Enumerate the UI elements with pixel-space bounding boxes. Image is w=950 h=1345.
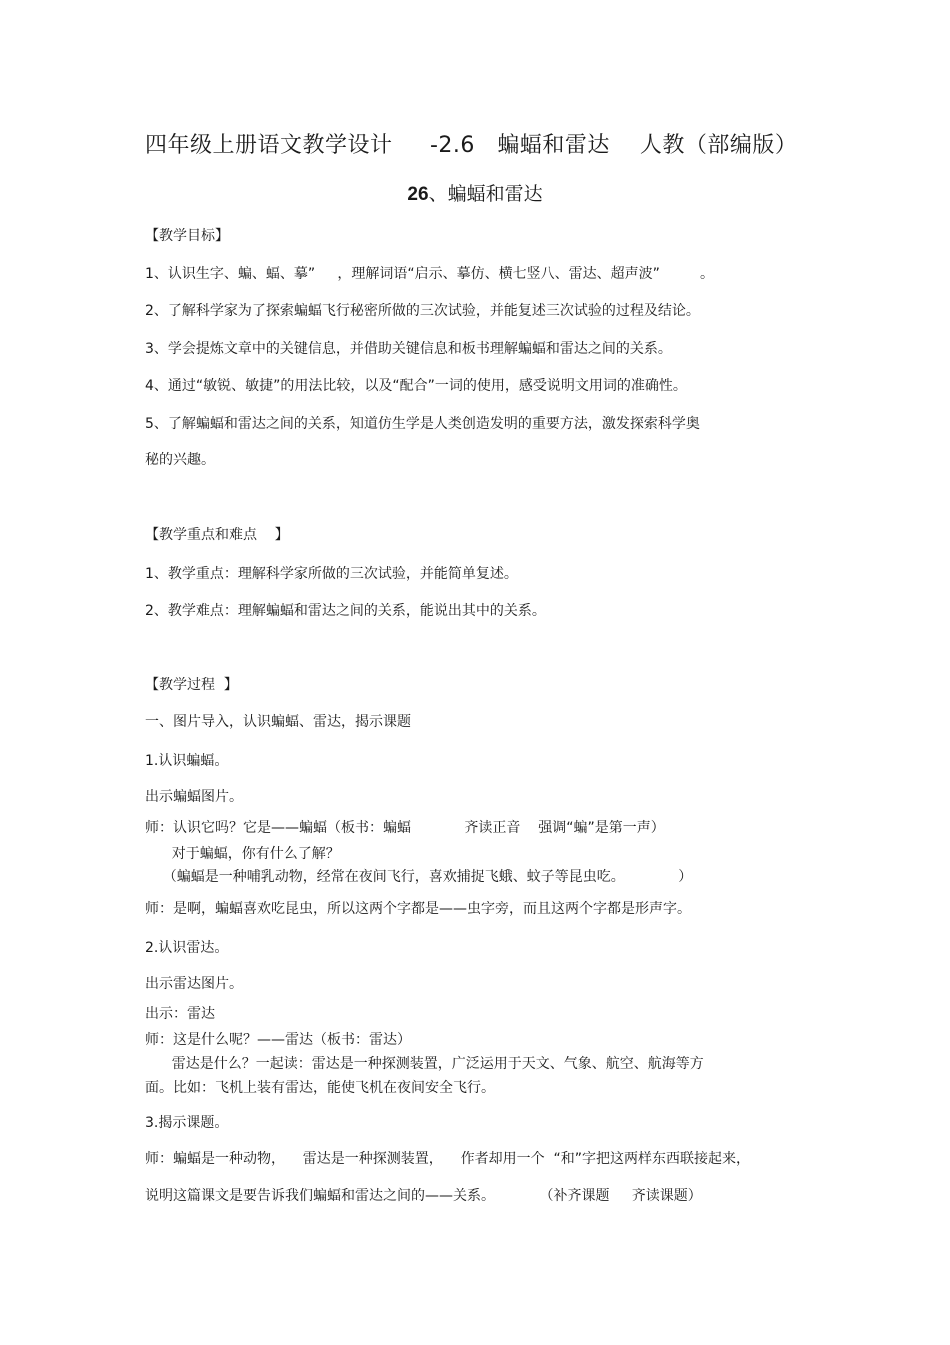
objective-item: 5、了解蝙蝠和雷达之间的关系，知道仿生学是人类创造发明的重要方法，激发探索科学奥 [145, 416, 700, 432]
lesson-name: 、蝙蝠和雷达 [428, 183, 543, 205]
process-line: 雷达是什么？一起读：雷达是一种探测装置，广泛运用于天文、气象、航空、航海等方 [145, 1056, 704, 1072]
key-points-heading: 【教学重点和难点 】 [145, 527, 289, 543]
process-heading: 【教学过程 】 [145, 677, 238, 693]
process-line: 师：这是什么呢？——雷达（板书：雷达） [145, 1032, 411, 1048]
process-line: 一、图片导入，认识蝙蝠、雷达，揭示课题 [145, 714, 411, 730]
process-line: 出示蝙蝠图片。 [145, 789, 243, 805]
objective-item: 秘的兴趣。 [145, 452, 215, 468]
process-line: 对于蝙蝠，你有什么了解？ [145, 846, 340, 862]
objective-item: 4、通过“敏锐、敏捷”的用法比较，以及“配合”一词的使用，感受说明文用词的准确性。 [145, 378, 687, 394]
key-point-item: 2、教学难点：理解蝙蝠和雷达之间的关系，能说出其中的关系。 [145, 603, 546, 619]
process-line: 师：认识它吗？它是——蝙蝠（板书：蝙蝠 齐读正音 强调“蝙”是第一声） [145, 820, 665, 836]
process-line: 说明这篇课文是要告诉我们蝙蝠和雷达之间的——关系。 （补齐课题 齐读课题） [145, 1188, 702, 1204]
process-line: 面。比如：飞机上装有雷达，能使飞机在夜间安全飞行。 [145, 1080, 495, 1096]
process-line: 3.揭示课题。 [145, 1115, 229, 1131]
process-line: 出示雷达图片。 [145, 976, 243, 992]
process-line: 2.认识雷达。 [145, 940, 229, 956]
lesson-number: 26 [407, 184, 429, 205]
key-point-item: 1、教学重点：理解科学家所做的三次试验，并能简单复述。 [145, 566, 518, 582]
document-title: 四年级上册语文教学设计 -2.6 蝙蝠和雷达 人教（部编版） [145, 133, 798, 158]
objective-item: 2、了解科学家为了探索蝙蝠飞行秘密所做的三次试验，并能复述三次试验的过程及结论。 [145, 303, 700, 319]
process-line: 师：是啊，蝙蝠喜欢吃昆虫，所以这两个字都是——虫字旁，而且这两个字都是形声字。 [145, 901, 691, 917]
objective-item: 1、认识生字、蝙、蝠、摹” ，理解词语“启示、摹仿、横七竖八、雷达、超声波” 。 [145, 266, 714, 282]
process-line: 1.认识蝙蝠。 [145, 753, 229, 769]
process-line: 师：蝙蝠是一种动物， 雷达是一种探测装置， 作者却用一个 “和”字把这两样东西联接起来， [145, 1151, 751, 1167]
process-line: 出示：雷达 [145, 1006, 215, 1022]
lesson-subtitle [0, 180, 950, 209]
objectives-heading: 【教学目标】 [145, 228, 229, 244]
objective-item: 3、学会提炼文章中的关键信息，并借助关键信息和板书理解蝙蝠和雷达之间的关系。 [145, 341, 672, 357]
process-line: （蝙蝠是一种哺乳动物，经常在夜间飞行，喜欢捕捉飞蛾、蚊子等昆虫吃。 ） [145, 869, 693, 885]
